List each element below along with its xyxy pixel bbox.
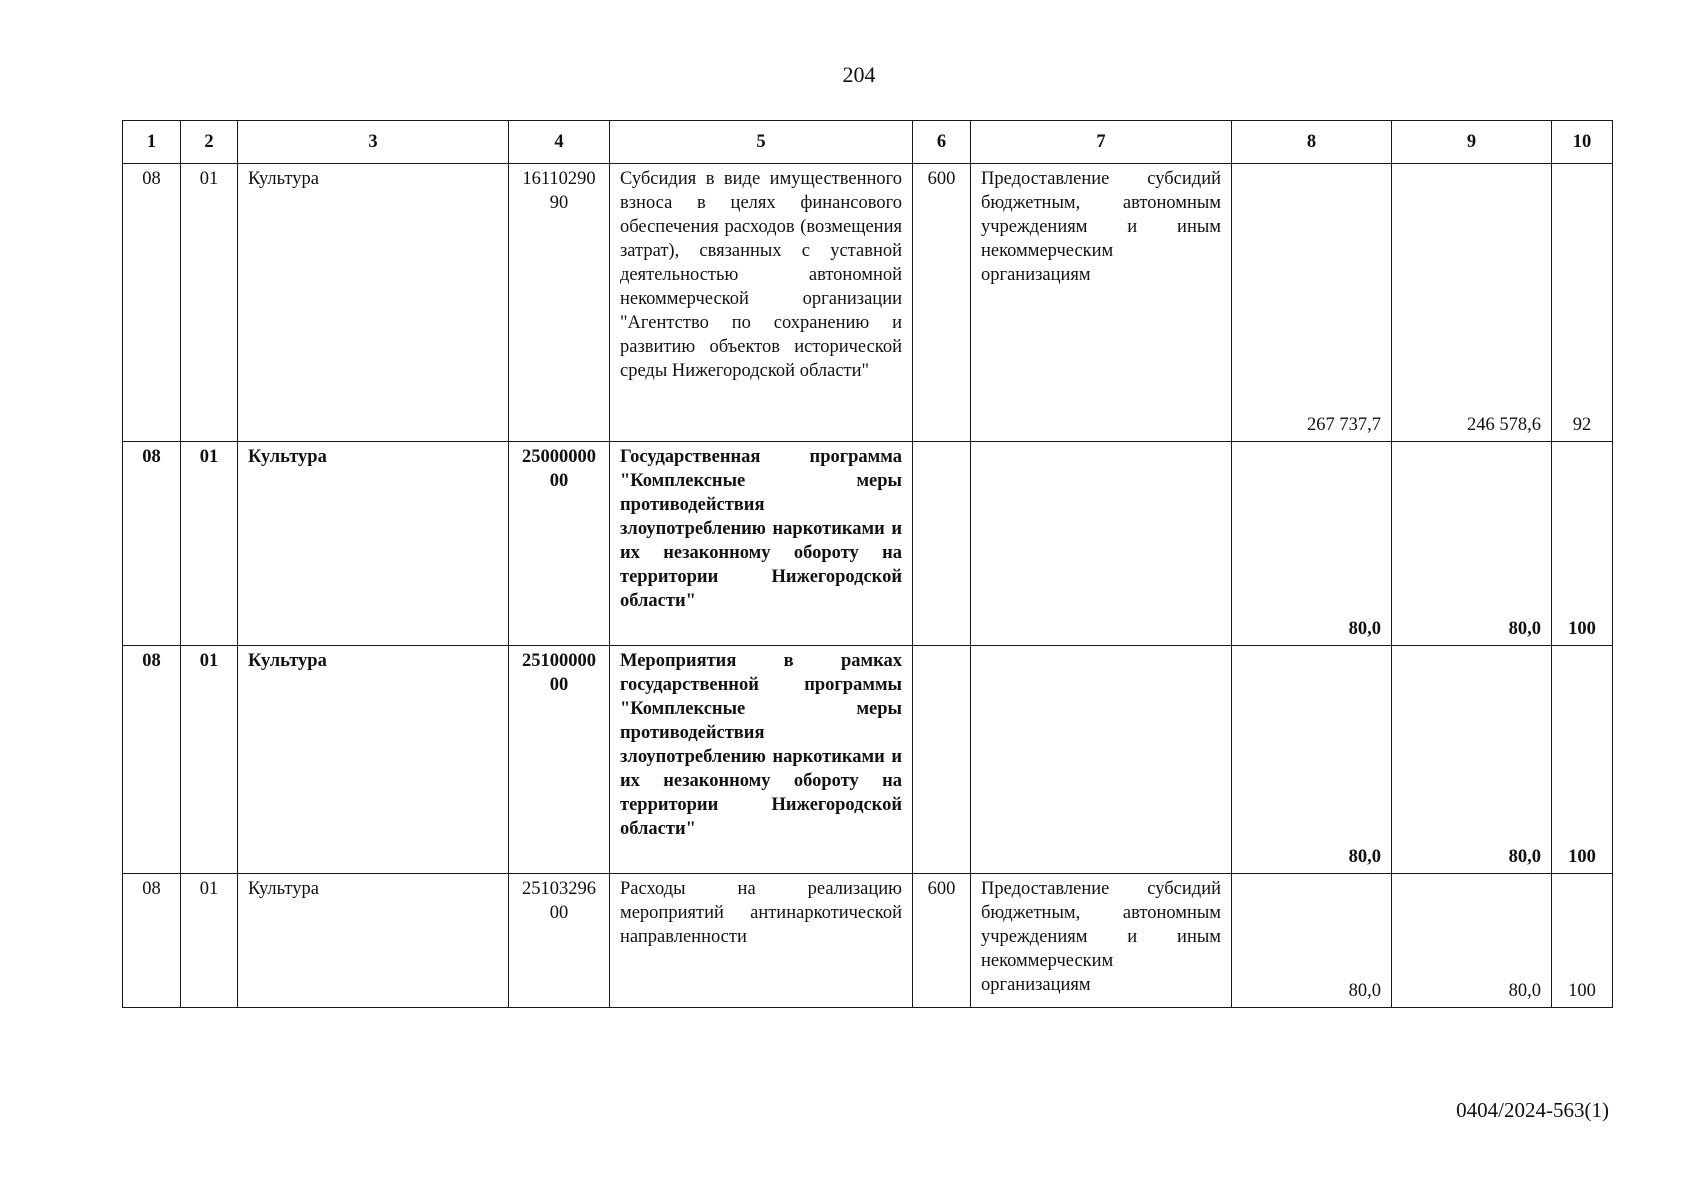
- cell-expense-type-name: [971, 442, 1232, 646]
- cell-expense-type: [913, 646, 971, 874]
- cell-expense-type: 600: [913, 164, 971, 442]
- cell-executed: 80,0: [1392, 874, 1552, 1008]
- cell-description: Субсидия в виде имущественного взноса в целях финансового обеспечения расходов (возмещения затрат), связанных с уставной деятельностью автономной некоммерческой организации "Агентство по сохранению и развитию объектов исторической среды Нижегородской области": [610, 164, 913, 442]
- header-col-5: 5: [610, 121, 913, 164]
- cell-planned: 80,0: [1232, 874, 1392, 1008]
- header-col-7: 7: [971, 121, 1232, 164]
- header-col-8: 8: [1232, 121, 1392, 164]
- header-col-3: 3: [238, 121, 509, 164]
- cell-executed: 80,0: [1392, 646, 1552, 874]
- cell-target-code: 2510000000: [509, 646, 610, 874]
- cell-description: Расходы на реализацию мероприятий антинаркотической направленности: [610, 874, 913, 1008]
- budget-table: [122, 120, 1613, 1008]
- cell-description: Мероприятия в рамках государственной программы "Комплексные меры противодействия злоупотреблению наркотиками и их незаконному обороту на территории Нижегородской области": [610, 646, 913, 874]
- cell-percent: 100: [1552, 442, 1613, 646]
- table-row: [123, 646, 1613, 874]
- cell-subsection: 01: [181, 442, 238, 646]
- header-col-1: 1: [123, 121, 181, 164]
- table-row: [123, 164, 1613, 442]
- cell-target-code: 1611029090: [509, 164, 610, 442]
- cell-executed: 246 578,6: [1392, 164, 1552, 442]
- header-row: [123, 121, 1613, 164]
- cell-target-code: 2500000000: [509, 442, 610, 646]
- cell-expense-type-name: [971, 646, 1232, 874]
- cell-expense-type-name: Предоставление субсидий бюджетным, автономным учреждениям и иным некоммерческим организациям: [971, 874, 1232, 1008]
- cell-percent: 92: [1552, 164, 1613, 442]
- cell-expense-type: [913, 442, 971, 646]
- header-col-2: 2: [181, 121, 238, 164]
- cell-section: 08: [123, 442, 181, 646]
- cell-description: Государственная программа "Комплексные меры противодействия злоупотреблению наркотиками и их незаконному обороту на территории Нижегородской области": [610, 442, 913, 646]
- table-row: [123, 874, 1613, 1008]
- cell-percent: 100: [1552, 874, 1613, 1008]
- cell-percent: 100: [1552, 646, 1613, 874]
- cell-planned: 80,0: [1232, 646, 1392, 874]
- cell-expense-type-name: Предоставление субсидий бюджетным, автономным учреждениям и иным некоммерческим организациям: [971, 164, 1232, 442]
- cell-executed: 80,0: [1392, 442, 1552, 646]
- cell-section: 08: [123, 164, 181, 442]
- cell-planned: 80,0: [1232, 442, 1392, 646]
- table-row: [123, 442, 1613, 646]
- cell-name: Культура: [238, 164, 509, 442]
- header-col-6: 6: [913, 121, 971, 164]
- header-col-10: 10: [1552, 121, 1613, 164]
- cell-subsection: 01: [181, 646, 238, 874]
- cell-name: Культура: [238, 646, 509, 874]
- cell-name: Культура: [238, 874, 509, 1008]
- cell-section: 08: [123, 874, 181, 1008]
- cell-target-code: 2510329600: [509, 874, 610, 1008]
- cell-name: Культура: [238, 442, 509, 646]
- cell-section: 08: [123, 646, 181, 874]
- cell-subsection: 01: [181, 164, 238, 442]
- header-col-9: 9: [1392, 121, 1552, 164]
- header-col-4: 4: [509, 121, 610, 164]
- cell-expense-type: 600: [913, 874, 971, 1008]
- cell-planned: 267 737,7: [1232, 164, 1392, 442]
- cell-subsection: 01: [181, 874, 238, 1008]
- page-number: 204: [842, 62, 876, 87]
- document-number: 0404/2024-563(1): [1456, 1098, 1609, 1122]
